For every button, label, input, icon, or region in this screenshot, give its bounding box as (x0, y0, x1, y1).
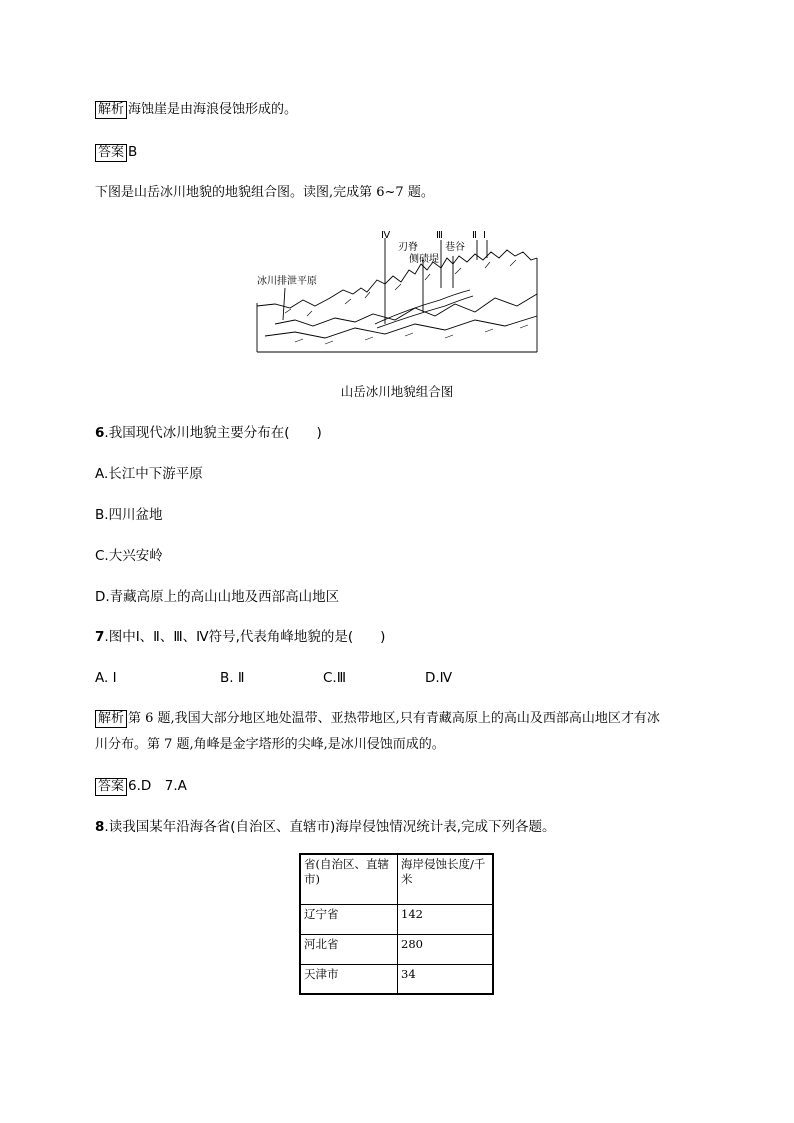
table-cell: 34 (398, 964, 494, 994)
analysis-2-line-1: 第 6 题,我国大部分地区地处温带、亚热带地区,只有青藏高原上的高山及西部高山地区才有冰 (128, 711, 660, 726)
question-8 (95, 818, 556, 836)
question-8-stem: .读我国某年沿海各省(自治区、直辖市)海岸侵蚀情况统计表,完成下列各题。 (104, 819, 556, 835)
question-7-stem: .图中Ⅰ、Ⅱ、Ⅲ、Ⅳ符号,代表角峰地貌的是( ) (104, 629, 386, 645)
question-6-number: 6 (95, 425, 105, 441)
q6-option-d: D.青藏高原上的高山山地及西部高山地区 (95, 589, 340, 605)
q6-option-c: C.大兴安岭 (95, 548, 163, 564)
table-cell: 142 (398, 904, 494, 934)
question-7-number: 7 (95, 629, 105, 645)
pointer-plain (283, 288, 285, 320)
label-xiangu: 巷谷 (445, 242, 465, 253)
answer-text: B (128, 144, 138, 160)
table-row (300, 964, 493, 994)
table-cell: 280 (398, 934, 494, 964)
intro-text: 下图是山岳冰川地貌的地貌组合图。读图,完成第 6~7 题。 (95, 185, 434, 200)
table-cell: 河北省 (300, 934, 398, 964)
q7-option-b: B. Ⅱ (220, 670, 245, 686)
glacier-tongue (375, 290, 470, 324)
label-iii: Ⅲ (436, 230, 443, 241)
table-row (300, 904, 493, 934)
table-header-cell: 海岸侵蚀长度/千米 (398, 854, 494, 904)
label-plain: 冰川排泄平原 (257, 276, 317, 287)
q6-option-a: A.长江中下游平原 (95, 466, 203, 482)
table-header-cell: 省(自治区、直辖市) (300, 854, 398, 904)
valley-ridge (275, 294, 537, 326)
q7-option-d: D.Ⅳ (425, 670, 453, 686)
figure-caption: 山岳冰川地貌组合图 (340, 384, 454, 399)
glacier-tongue-edge (377, 296, 473, 328)
table-row (300, 934, 493, 964)
table-cell: 天津市 (300, 964, 398, 994)
analysis-2-tag: 解析 (95, 710, 127, 728)
q7-option-c: C.Ⅲ (323, 670, 347, 686)
analysis-1 (95, 101, 297, 119)
coastal-erosion-table (299, 853, 494, 995)
terrain-hatching (285, 260, 528, 344)
question-6-stem: .我国现代冰川地貌主要分布在( ) (104, 425, 322, 441)
label-i: Ⅰ (483, 230, 486, 241)
analysis-2-line-2: 川分布。第 7 题,角峰是金字塔形的尖峰,是冰川侵蚀而成的。 (95, 737, 445, 752)
analysis-text: 海蚀崖是由海浪侵蚀形成的。 (128, 102, 298, 117)
question-8-number: 8 (95, 819, 105, 835)
question-6 (95, 424, 322, 442)
question-7 (95, 628, 385, 646)
analysis-tag: 解析 (95, 101, 127, 119)
label-renji: 刃脊 (398, 242, 418, 253)
q7-option-a: A. Ⅰ (95, 670, 117, 686)
analysis-2 (95, 710, 660, 728)
table-cell: 辽宁省 (300, 904, 398, 934)
answer-1 (95, 143, 137, 162)
label-cetidi: 侧碛堤 (409, 254, 439, 265)
answer-2 (95, 777, 187, 796)
q6-option-b: B.四川盆地 (95, 507, 163, 523)
answer-tag: 答案 (95, 144, 127, 162)
table-header-row (300, 854, 493, 904)
label-iv: Ⅳ (381, 230, 391, 241)
glacier-landform-figure (255, 228, 539, 354)
label-ii: Ⅱ (472, 230, 477, 241)
answer-2-text: 6.D 7.A (128, 778, 187, 794)
answer-2-tag: 答案 (95, 778, 127, 796)
